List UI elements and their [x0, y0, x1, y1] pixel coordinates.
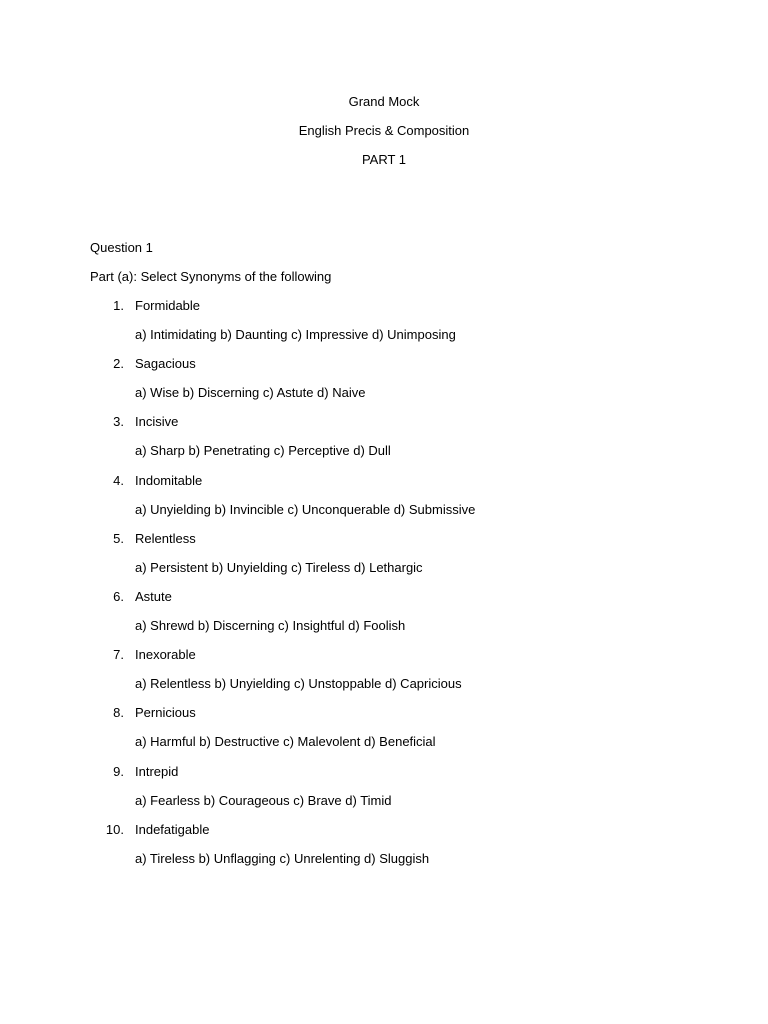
item-options: a) Fearless b) Courageous c) Brave d) Timid	[135, 792, 392, 808]
list-item	[0, 414, 768, 472]
item-word: Indefatigable	[135, 821, 210, 837]
list-item	[0, 356, 768, 414]
item-word: Pernicious	[135, 705, 196, 721]
item-options: a) Unyielding b) Invincible c) Unconquerable d) Submissive	[135, 501, 476, 517]
item-number: 9.	[113, 763, 124, 779]
item-number: 10.	[105, 821, 124, 837]
item-options: a) Relentless b) Unyielding c) Unstoppable d) Capricious	[135, 676, 462, 692]
item-options: a) Harmful b) Destructive c) Malevolent d) Beneficial	[135, 734, 436, 750]
item-word: Intrepid	[135, 763, 179, 779]
document-title: Grand Mock	[348, 94, 420, 109]
list-item	[0, 298, 768, 356]
item-word: Relentless	[135, 530, 196, 546]
item-word: Inexorable	[135, 647, 196, 663]
list-item	[0, 822, 768, 880]
item-options: a) Sharp b) Penetrating c) Perceptive d) Dull	[135, 443, 391, 459]
list-item	[0, 473, 768, 531]
question-instruction: Part (a): Select Synonyms of the following	[90, 269, 332, 284]
list-item	[0, 647, 768, 705]
item-word: Astute	[135, 588, 172, 604]
list-item	[0, 531, 768, 589]
item-options: a) Wise b) Discerning c) Astute d) Naive	[135, 385, 366, 401]
item-number: 8.	[113, 705, 124, 721]
item-number: 6.	[113, 588, 124, 604]
question-title: Question 1	[90, 240, 153, 255]
item-number: 2.	[113, 356, 124, 372]
item-number: 3.	[113, 414, 124, 430]
item-options: a) Persistent b) Unyielding c) Tireless d) Lethargic	[135, 559, 423, 575]
item-number: 4.	[113, 472, 124, 488]
list-item	[0, 764, 768, 822]
item-options: a) Intimidating b) Daunting c) Impressive d) Unimposing	[135, 327, 456, 342]
item-options: a) Tireless b) Unflagging c) Unrelenting d) Sluggish	[135, 850, 430, 866]
item-word: Incisive	[135, 414, 179, 430]
list-item	[0, 705, 768, 763]
item-number: 5.	[113, 530, 124, 546]
item-number: 1.	[113, 298, 124, 313]
document-subtitle: English Precis & Composition	[298, 123, 470, 138]
item-number: 7.	[113, 647, 124, 663]
item-options: a) Shrewd b) Discerning c) Insightful d) Foolish	[135, 617, 406, 633]
item-word: Sagacious	[135, 356, 196, 372]
item-word: Formidable	[135, 298, 201, 313]
synonym-question-list	[0, 298, 768, 880]
list-item	[0, 589, 768, 647]
document-part-label: PART 1	[361, 152, 407, 167]
item-word: Indomitable	[135, 472, 203, 488]
